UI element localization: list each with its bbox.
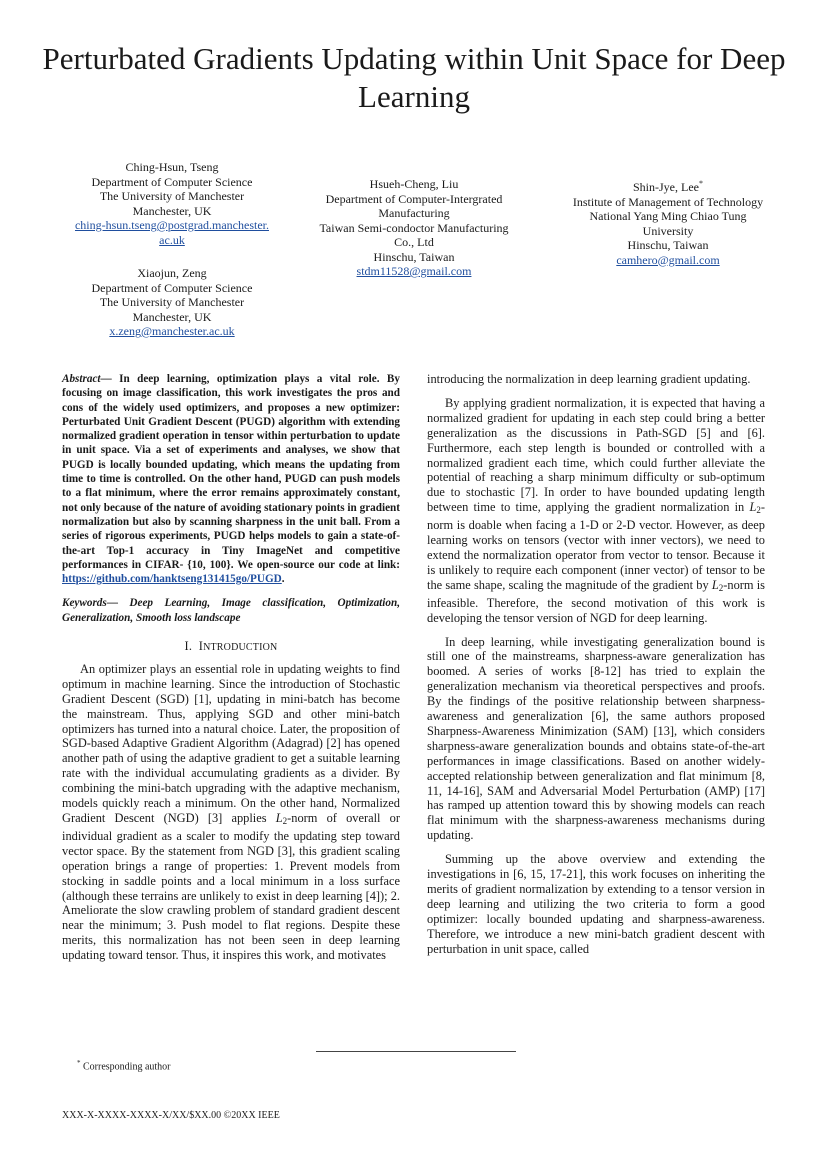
- footnote: [77, 1059, 171, 1072]
- body-paragraph: [62, 662, 400, 963]
- paragraph-text: -norm is infeasible. Therefore, the second motivation of this work is developing the tensor version of NGD for deep learning.: [427, 577, 765, 625]
- right-column: [427, 372, 765, 964]
- author-affiliation: National Yang Ming Chiao Tung: [589, 209, 747, 223]
- copyright-notice: XXX-X-XXXX-XXXX-X/XX/$XX.00 ©20XX IEEE: [62, 1110, 280, 1121]
- author-name: Shin-Jye, Lee: [633, 180, 699, 194]
- author-affiliation: The University of Manchester: [99, 295, 245, 309]
- paragraph-text: -norm is doable when facing a 1-D or 2-D vector. However, as deep learning works on tensors (vector with inner vectors), we need to extend the normalization operator from vector to tensor. Because it is unlikely to require each component (inner vector) of tensor to be the same shape, scaling the magnitude of the gradient by: [427, 500, 765, 592]
- author-affiliation: University: [642, 223, 694, 238]
- section-title-initial: I: [198, 639, 204, 654]
- author-block: [62, 160, 282, 247]
- author-affiliation: Department of Computer Science: [91, 174, 253, 189]
- author-affiliation: Taiwan Semi-condoctor Manufacturing: [319, 220, 509, 235]
- paper-title: Perturbated Gradients Updating within Unit Space for Deep Learning: [42, 41, 786, 114]
- author-block: [304, 177, 524, 279]
- author-affiliation: Co., Ltd: [394, 235, 434, 249]
- body-paragraph: In deep learning, while investigating generalization bound is still one of the mainstreams, sharpness-aware generalization has boomed. A series of works [8-12] has tried to explain the generalization mechanism via theoretical perspectives and proofs. By the findings of the positive relationship between sharpness-awareness and generalization [6], the same authors proposed Sharpness-Awareness Minimization (SAM) [13], which considers sharpness-aware generalization bounds and obtains state-of-the-art performances in image classifications. Based on another widely-accepted relationship between generalization and flat minimum [8, 11, 14-16], SAM and Adversarial Model Perturbation (AMP) [17] has ramped up attention toward this by showing models can reach flat minimum with the sharpness-awareness mechanisms during updating.: [427, 634, 765, 843]
- github-link[interactable]: https://github.com/hanktseng131415go/PUGD: [62, 573, 282, 586]
- body-paragraph: [427, 396, 765, 626]
- author-block: [553, 177, 783, 267]
- author-email-link[interactable]: x.zeng@manchester.ac.uk: [109, 324, 235, 338]
- left-column: [62, 372, 400, 970]
- math-symbol: L: [275, 811, 283, 826]
- footnote-divider: [316, 1051, 516, 1052]
- section-title-rest: NTRODUCTION: [203, 642, 278, 654]
- author-name: Xiaojun, Zeng: [137, 266, 207, 280]
- paragraph-text: -norm of overall or individual gradient as a scaler to modify the updating step toward vector space. By the statement from NGD [3], this gradient scaling operation brings a range of properties: 1. Prevent models from stocking in saddle points and a local minimum in a loss surface (although these terrains are unlikely to exist in deep learning [4]); 2. Ameliorate the slow crawling problem of standard gradient descent near the minimum; 3. Push model to flat regions. Despite these merits, this normalization has not been seen in deep learning updating toward tensor. Thus, it inspires this work, and motivates: [62, 811, 400, 963]
- author-name: Ching-Hsun, Tseng: [125, 160, 219, 174]
- math-subscript: 2: [282, 816, 288, 827]
- abstract-end: .: [281, 573, 285, 586]
- keywords-dash: —: [106, 597, 118, 610]
- author-affiliation: The University of Manchester: [99, 189, 245, 203]
- author-affiliation: Hinschu, Taiwan: [373, 249, 455, 264]
- section-number: I.: [184, 639, 193, 654]
- author-affiliation: Manchester, UK: [132, 203, 212, 218]
- author-block: [62, 266, 282, 339]
- math-subscript: 2: [756, 505, 761, 516]
- math-symbol: L: [711, 577, 719, 592]
- corresponding-author-mark: *: [698, 179, 703, 188]
- math-symbol: L: [749, 500, 757, 515]
- author-affiliation: Institute of Management of Technology: [572, 194, 764, 209]
- author-affiliation: Manufacturing: [378, 206, 450, 220]
- paragraph-text: By applying gradient normalization, it is expected that having a normalized gradient for updating in each step could bring a better generalization as the discussions in Path-SGD [5] and [6]. Furthermore, each step length is bounded or controlled with a normalized gradient each time, which could further alleviate the potential of reaching a sharp minimum difficulty or sub-optimum due to stochastic [7]. In order to have bounded updating length between time to time, applying the gradient normalization in: [427, 395, 765, 515]
- abstract-text: In deep learning, optimization plays a vital role. By focusing on image classification, this work investigates the pros and cons of the widely used optimizers, and proposes a new optimizer: Perturbated Unit Gradient Descent (PUGD) algorithm with extending normalized gradient operation in tensor within perturbation to update in unit space. Via a set of experiments and analyses, we show that PUGD is locally bounded updating, which means the updating from time to time is controlled. On the other hand, PUGD can push models to a flat minimum, where the error remains approximately constant, not only because of the nature of avoiding stationary points in gradient normalization but also by scanning sharpness in the unit ball. From a series of rigorous experiments, PUGD helps models to gain a state-of-the-art Top-1 accuracy in Tiny ImageNet and competitive performances in CIFAR- {10, 100}. We open-source our code at link:: [62, 373, 400, 571]
- author-affiliation: Hinschu, Taiwan: [627, 238, 709, 252]
- footnote-mark: *: [77, 1059, 81, 1067]
- author-email-link[interactable]: camhero@gmail.com: [616, 252, 720, 267]
- abstract-label: Abstract: [62, 373, 101, 385]
- author-affiliation: Department of Computer Science: [91, 280, 253, 295]
- abstract: [62, 372, 400, 586]
- author-affiliation: Department of Computer-Intergrated: [325, 191, 503, 206]
- math-subscript: 2: [718, 582, 724, 593]
- author-email-link[interactable]: stdm11528@gmail.com: [356, 264, 472, 278]
- keywords-text: Deep Learning, Image classification, Optimization, Generalization, Smooth loss landscape: [62, 597, 400, 624]
- author-name: Hsueh-Cheng, Liu: [369, 177, 459, 191]
- body-paragraph: Summing up the above overview and extending the investigations in [6, 15, 17-21], this work focuses on inheriting the merits of gradient normalization by extending to a tensor version in deep learning and utilizing the two criteria to form a good optimizer: locally bounded updating and sharpness-awareness. Therefore, we introduce a new mini-batch gradient descent with perturbation in unit space, called: [427, 852, 765, 956]
- author-affiliation: Manchester, UK: [132, 309, 212, 324]
- paragraph-text: An optimizer plays an essential role in updating weights to find optimum in machine learning. Since the introduction of Stochastic Gradient Descent (SGD) [1], updating in mini-batch has become the mainstream. Thus, applying SGD and other mini-batch optimizers has turned into a natural choice. Later, the proposition of SGD-based Adaptive Gradient Algorithm (Adagrad) [2] has opened another path of using the adaptive gradient to get a suitable learning rate with the individual accumulating gradients as a divider. By combining the mini-batch upgrading with the adaptive mechanism, models quickly reach a minimum. On the other hand, Normalized Gradient Descent (NGD) [3] applies: [62, 661, 400, 826]
- section-heading: [62, 639, 400, 656]
- footnote-text: Corresponding author: [80, 1061, 171, 1073]
- body-paragraph: introducing the normalization in deep learning gradient updating.: [427, 372, 751, 386]
- keywords-label: Keywords: [62, 597, 107, 610]
- abstract-dash: —: [100, 373, 112, 385]
- keywords: [62, 596, 400, 625]
- author-email-link[interactable]: ching-hsun.tseng@postgrad.manchester.ac.uk: [74, 218, 269, 247]
